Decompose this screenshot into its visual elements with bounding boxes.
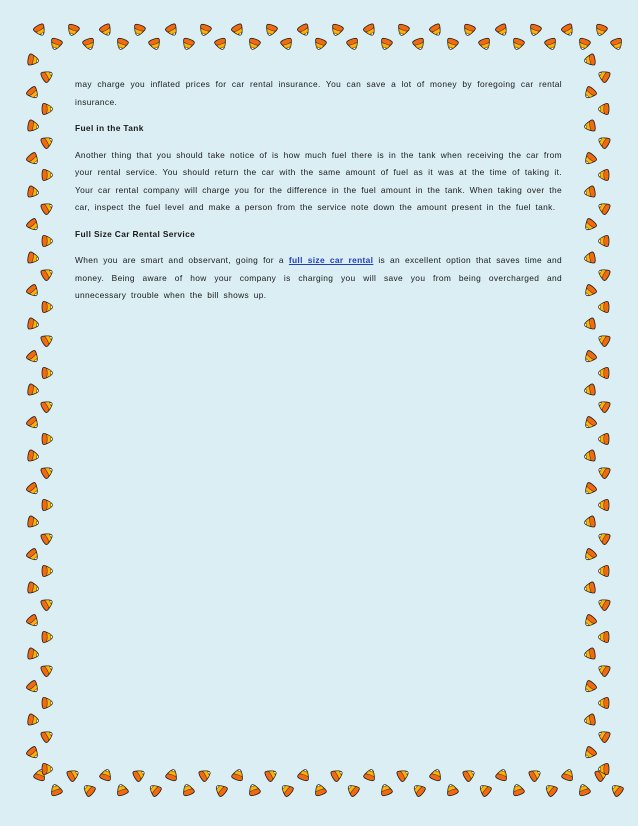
candy-corn-icon <box>198 767 213 782</box>
candy-corn-icon <box>445 37 459 51</box>
candy-corn-icon <box>511 783 525 797</box>
candy-corn-icon <box>582 86 597 101</box>
candy-corn-icon <box>584 120 596 133</box>
candy-corn-icon <box>396 767 411 782</box>
candy-corn-icon <box>584 318 596 331</box>
candy-corn-icon <box>25 416 40 431</box>
candy-corn-icon <box>165 23 180 38</box>
section-body-full-size <box>75 252 562 305</box>
candy-corn-icon <box>412 37 426 51</box>
candy-corn-icon <box>40 530 55 545</box>
candy-corn-icon <box>596 596 611 611</box>
candy-corn-icon <box>330 23 344 37</box>
candy-corn-icon <box>264 767 279 782</box>
candy-corn-icon <box>40 68 55 83</box>
candy-corn-icon <box>40 134 55 149</box>
candy-corn-icon <box>598 235 609 246</box>
candy-corn-icon <box>478 37 492 51</box>
candy-corn-icon <box>25 548 40 563</box>
candy-corn-icon <box>66 767 81 782</box>
candy-corn-icon <box>27 516 39 529</box>
candy-corn-icon <box>264 23 278 37</box>
candy-corn-icon <box>596 530 611 545</box>
candy-corn-icon <box>584 54 596 67</box>
candy-corn-icon <box>511 37 525 51</box>
candy-corn-icon <box>429 23 444 38</box>
candy-corn-icon <box>42 631 53 642</box>
candy-corn-icon <box>445 783 459 797</box>
candy-corn-icon <box>495 23 510 38</box>
candy-corn-icon <box>148 37 162 51</box>
candy-corn-icon <box>582 416 597 431</box>
candy-corn-icon <box>27 648 39 661</box>
candy-corn-icon <box>25 284 40 299</box>
candy-corn-icon <box>99 768 113 782</box>
candy-corn-icon <box>40 728 55 743</box>
candy-corn-icon <box>115 783 129 797</box>
candy-corn-icon <box>25 680 40 695</box>
candy-corn-icon <box>598 697 609 708</box>
candy-corn-icon <box>379 783 393 797</box>
candy-corn-icon <box>49 783 63 797</box>
candy-corn-icon <box>363 23 378 38</box>
candy-corn-icon <box>582 350 597 365</box>
candy-corn-icon <box>584 582 596 595</box>
candy-corn-icon <box>596 662 611 677</box>
candy-corn-icon <box>346 37 360 51</box>
candy-corn-icon <box>40 398 55 413</box>
candy-corn-icon <box>27 54 39 67</box>
candy-corn-icon <box>313 37 327 51</box>
candy-corn-icon <box>66 23 80 37</box>
candy-corn-icon <box>582 548 597 563</box>
candy-corn-icon <box>584 516 596 529</box>
candy-corn-icon <box>584 450 596 463</box>
candy-corn-icon <box>582 482 597 497</box>
candy-corn-icon <box>543 782 558 797</box>
article-body <box>75 76 562 305</box>
candy-corn-icon <box>598 565 609 576</box>
candy-corn-icon <box>598 367 609 378</box>
candy-corn-icon <box>25 614 40 629</box>
candy-corn-icon <box>429 768 443 782</box>
candy-corn-icon <box>25 746 40 761</box>
candy-corn-icon <box>25 350 40 365</box>
body-text-after-link: is an excellent option that saves time and money. Being aware of how your company is charging you will save you from being overcharged and unnecessary trouble when the bill shows up. <box>75 255 563 300</box>
candy-corn-icon <box>198 23 212 37</box>
candy-corn-icon <box>81 782 96 797</box>
candy-corn-icon <box>561 23 576 38</box>
candy-corn-icon <box>40 200 55 215</box>
intro-paragraph: may charge you inflated prices for car rental insurance. You can save a lot of money by foregoing car rental insurance. <box>75 79 562 107</box>
candy-corn-icon <box>214 37 228 51</box>
candy-corn-icon <box>598 169 609 180</box>
candy-corn-icon <box>596 134 611 149</box>
candy-corn-icon <box>582 152 597 167</box>
section-heading-full-size: Full Size Car Rental Service <box>75 228 196 239</box>
candy-corn-icon <box>363 768 377 782</box>
candy-corn-icon <box>598 763 609 774</box>
candy-corn-icon <box>132 767 147 782</box>
candy-corn-icon <box>181 783 195 797</box>
candy-corn-icon <box>411 782 426 797</box>
candy-corn-icon <box>313 783 327 797</box>
candy-corn-icon <box>40 332 55 347</box>
candy-corn-icon <box>25 482 40 497</box>
candy-corn-icon <box>598 301 609 312</box>
candy-corn-icon <box>27 714 39 727</box>
candy-corn-icon <box>165 768 179 782</box>
candy-corn-icon <box>594 23 608 37</box>
candy-corn-icon <box>42 367 53 378</box>
candy-corn-icon <box>42 697 53 708</box>
candy-corn-icon <box>596 728 611 743</box>
candy-corn-icon <box>27 318 39 331</box>
candy-corn-icon <box>297 23 312 38</box>
candy-corn-icon <box>42 169 53 180</box>
candy-corn-icon <box>598 499 609 510</box>
candy-corn-icon <box>33 768 47 782</box>
candy-corn-icon <box>584 714 596 727</box>
candy-corn-icon <box>596 398 611 413</box>
candy-corn-icon <box>561 768 575 782</box>
candy-corn-icon <box>528 23 542 37</box>
candy-corn-icon <box>598 433 609 444</box>
candy-corn-icon <box>596 200 611 215</box>
candy-corn-icon <box>596 464 611 479</box>
candy-corn-icon <box>247 783 261 797</box>
candy-corn-icon <box>25 218 40 233</box>
candy-corn-icon <box>594 767 609 782</box>
section-heading-fuel: Fuel in the Tank <box>75 123 144 133</box>
candy-corn-icon <box>528 767 543 782</box>
section-body-fuel: Another thing that you should take notice of is how much fuel there is in the tank when receiving the car from your rental service. You should return the car with the same amount of fuel as it was at the time of taking it. Your car rental company will charge you for the difference in the fuel amount in the tank. When taking over the car, inspect the fuel level and make a person from the service note down the amount present in the fuel tank. <box>75 149 562 212</box>
candy-corn-icon <box>42 433 53 444</box>
candy-corn-icon <box>42 301 53 312</box>
candy-corn-icon <box>213 782 228 797</box>
candy-corn-icon <box>42 763 53 774</box>
candy-corn-icon <box>42 565 53 576</box>
candy-corn-icon <box>27 186 39 199</box>
candy-corn-icon <box>247 37 261 51</box>
candy-corn-icon <box>610 37 624 51</box>
candy-corn-icon <box>396 23 410 37</box>
candy-corn-icon <box>27 582 39 595</box>
candy-corn-icon <box>582 746 597 761</box>
candy-corn-icon <box>279 782 294 797</box>
candy-corn-icon <box>345 782 360 797</box>
candy-corn-icon <box>598 103 609 114</box>
candy-corn-icon <box>42 103 53 114</box>
body-text-before-link: When you are smart and observant, going for a <box>75 255 289 265</box>
candy-corn-icon <box>27 450 39 463</box>
candy-corn-icon <box>582 218 597 233</box>
candy-corn-icon <box>462 23 476 37</box>
candy-corn-icon <box>596 68 611 83</box>
candy-corn-icon <box>577 783 591 797</box>
candy-corn-icon <box>495 768 509 782</box>
full-size-car-rental-link[interactable]: full size car rental <box>288 255 374 265</box>
candy-corn-icon <box>577 37 591 51</box>
candy-corn-icon <box>27 384 39 397</box>
candy-corn-icon <box>477 782 492 797</box>
candy-corn-icon <box>584 186 596 199</box>
candy-corn-icon <box>584 384 596 397</box>
candy-corn-icon <box>25 86 40 101</box>
candy-corn-icon <box>115 37 129 51</box>
candy-corn-icon <box>27 252 39 265</box>
candy-corn-icon <box>40 596 55 611</box>
candy-corn-icon <box>379 37 393 51</box>
candy-corn-icon <box>609 782 624 797</box>
candy-corn-icon <box>582 284 597 299</box>
candy-corn-icon <box>596 266 611 281</box>
candy-corn-icon <box>33 23 48 38</box>
candy-corn-icon <box>40 662 55 677</box>
candy-corn-icon <box>596 332 611 347</box>
candy-corn-icon <box>181 37 195 51</box>
candy-corn-icon <box>297 768 311 782</box>
candy-corn-icon <box>132 23 146 37</box>
candy-corn-icon <box>584 648 596 661</box>
candy-corn-icon <box>82 37 96 51</box>
candy-corn-icon <box>42 499 53 510</box>
candy-corn-icon <box>584 252 596 265</box>
candy-corn-icon <box>25 152 40 167</box>
candy-corn-icon <box>27 120 39 133</box>
candy-corn-icon <box>330 767 345 782</box>
candy-corn-icon <box>462 767 477 782</box>
candy-corn-icon <box>544 37 558 51</box>
candy-corn-icon <box>582 614 597 629</box>
candy-corn-icon <box>42 235 53 246</box>
candy-corn-icon <box>40 266 55 281</box>
candy-corn-icon <box>49 37 63 51</box>
candy-corn-icon <box>231 23 246 38</box>
candy-corn-icon <box>99 23 114 38</box>
candy-corn-icon <box>40 464 55 479</box>
candy-corn-icon <box>582 680 597 695</box>
candy-corn-icon <box>147 782 162 797</box>
candy-corn-icon <box>598 631 609 642</box>
candy-corn-icon <box>231 768 245 782</box>
candy-corn-icon <box>280 37 294 51</box>
